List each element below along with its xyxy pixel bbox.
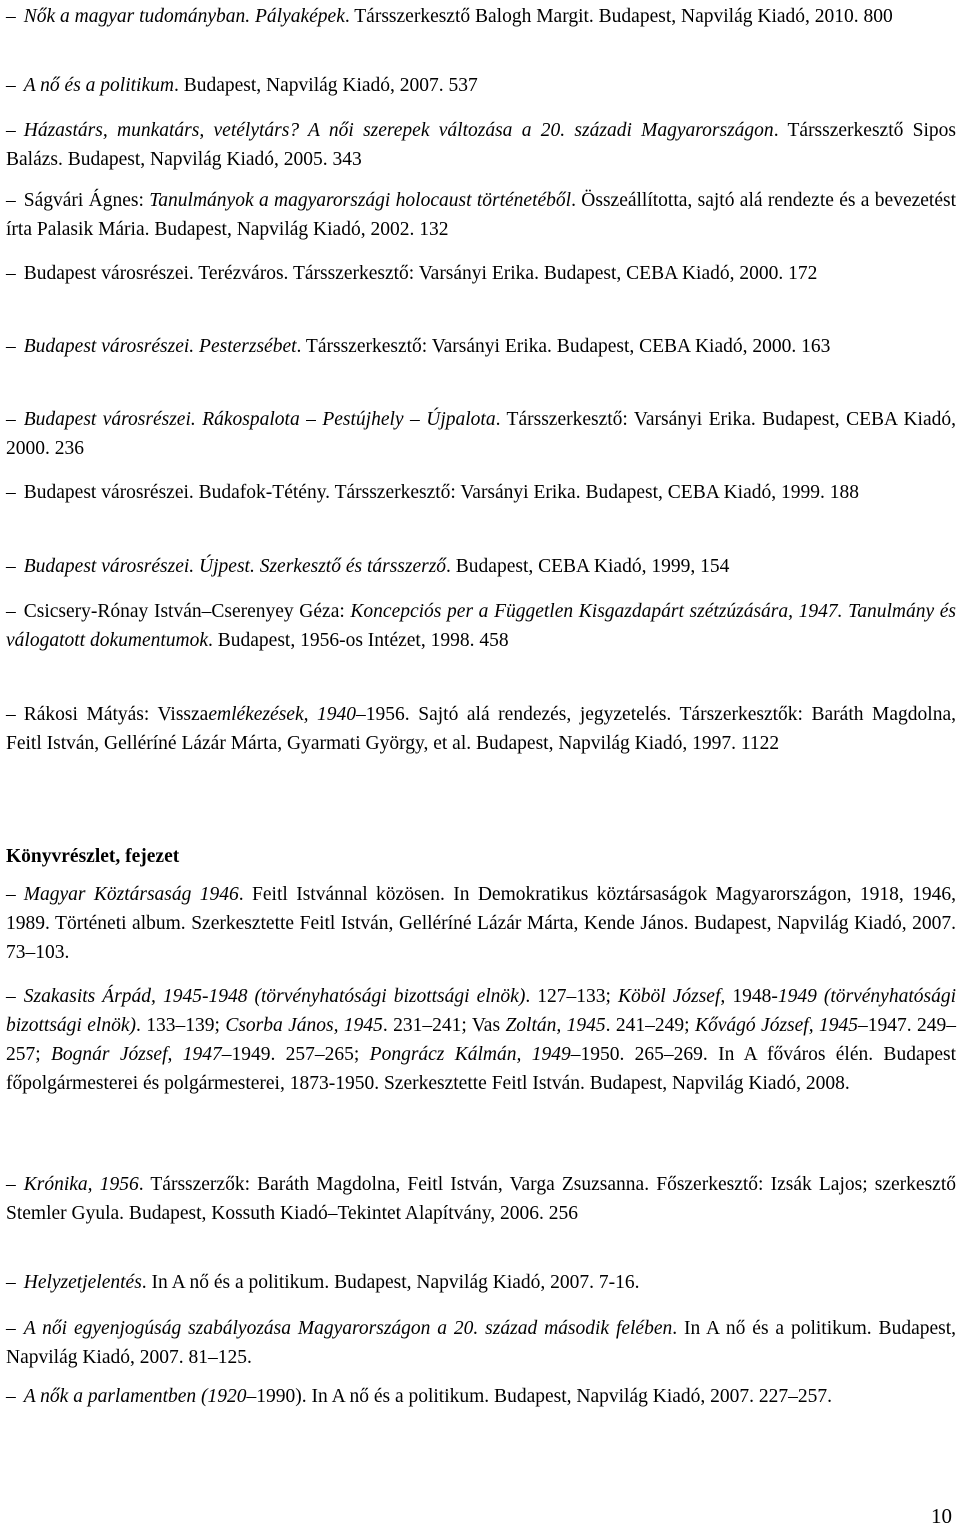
entry-text: Házastárs, munkatárs, vetélytárs? A női szerepek változása a 20. századi Magyarországon	[23, 120, 774, 141]
bibliography-entry	[6, 982, 956, 1098]
bibliography-entry	[6, 405, 956, 463]
list-dash: –	[6, 556, 16, 577]
list-dash: –	[6, 6, 16, 27]
entry-text: 1948-	[725, 986, 778, 1007]
entry-text: 1949 (törvényhatósági bizottsági elnök)	[6, 986, 957, 1036]
bibliography-entry	[6, 186, 956, 244]
list-dash: –	[6, 190, 16, 211]
entry-text: emlékezések, 1940	[208, 704, 357, 725]
entry-text: Kővágó József, 1945	[695, 1015, 858, 1036]
bibliography-entry	[6, 1170, 956, 1228]
entry-text: –1990). In A nő és a politikum. Budapest, Napvilág Kiadó, 2007. 227–257.	[246, 1386, 833, 1407]
entry-text: Csorba János, 1945	[225, 1015, 383, 1036]
entry-text: A nők a parlamentben (1920	[23, 1386, 247, 1407]
list-dash: –	[6, 263, 16, 284]
bibliography-entry	[6, 2, 956, 31]
list-dash: –	[6, 1386, 16, 1407]
entry-text: . Társszerkesztő: Varsányi Erika. Budapest, CEBA Kiadó, 2000. 236	[6, 409, 956, 459]
entry-text: Rákosi Mátyás: Vissza	[23, 704, 209, 725]
list-dash: –	[6, 986, 16, 1007]
entry-text: . Társszerkesztő Balogh Margit. Budapest, Napvilág Kiadó, 2010. 800	[344, 6, 893, 27]
bibliography-entry	[6, 332, 956, 361]
entry-text: Zoltán, 1945	[505, 1015, 606, 1036]
entry-text: Koncepciós per a Független Kisgazdapárt szétzúzására, 1947. Tanulmány és válogatott dokumentumok	[6, 601, 957, 651]
entry-text: . 127–133;	[525, 986, 618, 1007]
bibliography-entry	[6, 700, 956, 758]
list-dash: –	[6, 75, 16, 96]
entry-text: Magyar Köztársaság 1946	[23, 884, 239, 905]
section-heading: Könyvrészlet, fejezet	[6, 846, 180, 867]
entry-text: Nők a magyar tudományban. Pályaképek	[23, 6, 345, 27]
entry-text: . Feitl Istvánnal közösen. In Demokratikus köztársaságok Magyarországon, 1918, 1946, 1989. Történeti album. Szerkesztette Feitl István, Gelléríné Lázár Márta, Kende János. Budapest, Napvilág Kiadó, 2007. 73–103.	[6, 884, 956, 963]
entry-text: . Budapest, Napvilág Kiadó, 2007. 537	[173, 75, 478, 96]
entry-text: Köböl József,	[618, 986, 726, 1007]
bibliography-entry	[6, 880, 956, 967]
entry-text: . Budapest, CEBA Kiadó, 1999, 154	[446, 556, 730, 577]
entry-text: . In A nő és a politikum. Budapest, Napvilág Kiadó, 2007. 81–125.	[6, 1318, 957, 1368]
entry-text: . Budapest, 1956-os Intézet, 1998. 458	[208, 630, 509, 651]
entry-text: Pongrácz Kálmán, 1949	[369, 1044, 571, 1065]
bibliography-entry	[6, 1382, 956, 1411]
entry-text: . 133–139;	[135, 1015, 226, 1036]
entry-text: . Társszerzők: Baráth Magdolna, Feitl István, Varga Zsuzsanna. Főszerkesztő: Izsák Lajos; szerkesztő Stemler Gyula. Budapest, Kossuth Kiadó–Tekintet Alapítvány, 2006. 256	[6, 1174, 956, 1224]
entry-text: Szakasits Árpád, 1945-1948 (törvényhatósági bizottsági elnök)	[23, 986, 526, 1007]
entry-text: Helyzetjelentés	[23, 1272, 142, 1293]
entry-text: Bognár József, 1947	[51, 1044, 222, 1065]
list-dash: –	[6, 482, 16, 503]
entry-text: . Társszerkesztő Sipos Balázs. Budapest, Napvilág Kiadó, 2005. 343	[6, 120, 956, 170]
entry-text: Budapest városrészei. Budafok-Tétény. Társszerkesztő: Varsányi Erika. Budapest, CEBA Kiadó, 1999. 188	[23, 482, 859, 503]
entry-text: . 231–241; Vas	[382, 1015, 506, 1036]
page-number: 10	[931, 1504, 952, 1528]
list-dash: –	[6, 120, 16, 141]
list-dash: –	[6, 1318, 16, 1339]
list-dash: –	[6, 1272, 16, 1293]
entry-text: –1950. 265–269. In A főváros élén. Budapest főpolgármesterei és polgármesterei, 1873-1950. Szerkesztette Feitl István. Budapest, Napvilág Kiadó, 2008.	[6, 1044, 957, 1094]
entry-text: –1949. 257–265;	[221, 1044, 370, 1065]
entry-text: Budapest városrészei. Rákospalota – Pestújhely – Újpalota	[23, 409, 496, 430]
entry-text: . Összeállította, sajtó alá rendezte és a bevezetést írta Palasik Mária. Budapest, Napvilág Kiadó, 2002. 132	[6, 190, 956, 240]
entry-text: Krónika, 1956	[23, 1174, 139, 1195]
bibliography-entry	[6, 597, 956, 655]
list-dash: –	[6, 409, 16, 430]
bibliography-entry	[6, 1268, 956, 1297]
entry-text: . Társszerkesztő: Varsányi Erika. Budapest, CEBA Kiadó, 2000. 163	[296, 336, 831, 357]
entry-text: Budapest városrészei. Terézváros. Társszerkesztő: Varsányi Erika. Budapest, CEBA Kiadó, 2000. 172	[23, 263, 818, 284]
list-dash: –	[6, 884, 16, 905]
entry-text: . 241–249;	[605, 1015, 695, 1036]
entry-text: . In A nő és a politikum. Budapest, Napvilág Kiadó, 2007. 7-16.	[141, 1272, 640, 1293]
bibliography-entry	[6, 552, 956, 581]
entry-text: Csicsery-Rónay István–Cserenyey Géza:	[23, 601, 351, 622]
entry-text: A női egyenjogúság szabályozása Magyarországon a 20. század második felében	[23, 1318, 673, 1339]
bibliography-entry	[6, 259, 956, 288]
list-dash: –	[6, 1174, 16, 1195]
list-dash: –	[6, 601, 16, 622]
bibliography-entry	[6, 116, 956, 174]
entry-text: Budapest városrészei. Pesterzsébet	[23, 336, 297, 357]
entry-text: –1947. 249–257;	[6, 1015, 957, 1065]
list-dash: –	[6, 704, 16, 725]
entry-text: A nő és a politikum	[23, 75, 174, 96]
entry-text: Ságvári Ágnes:	[23, 190, 150, 211]
bibliography-entry	[6, 478, 956, 507]
entry-text: –1956. Sajtó alá rendezés, jegyzetelés. Társzerkesztők: Baráth Magdolna, Feitl István, Gelléríné Lázár Márta, Gyarmati György, et al. Budapest, Napvilág Kiadó, 1997. 1122	[6, 704, 956, 754]
bibliography-entry	[6, 1314, 956, 1372]
bibliography-entry	[6, 71, 956, 100]
entry-text: Budapest városrészei. Újpest. Szerkesztő és társszerző	[23, 556, 447, 577]
list-dash: –	[6, 336, 16, 357]
entry-text: Tanulmányok a magyarországi holocaust történetéből	[149, 190, 572, 211]
